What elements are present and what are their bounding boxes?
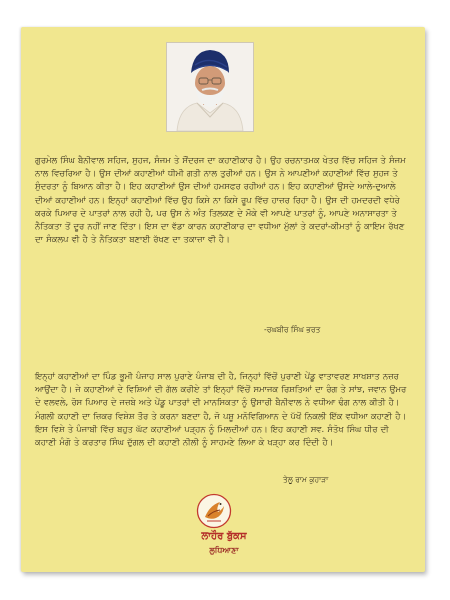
blurb-paragraph-2: ਇਨ੍ਹਾਂ ਕਹਾਣੀਆਂ ਦਾ ਪਿੰਡ ਭੂਮੀ ਪੰਜਾਹ ਸਾਲ ਪੁਰਾਣੇ ਪੰਜਾਬ ਦੀ ਹੈ, ਜਿਨ੍ਹਾਂ ਵਿੱਚੋਂ ਪੁਰਾਣੀ ਪੇਂਡੂ ਵਾਤਾਵਰਣ ਸਾਖਸ਼ਾਤ ਨਜ਼ਰ ਆਉਂਦਾ ਹੈ। ਜੇ ਕਹਾਣੀਆਂ ਦੇ ਵਿਸ਼ਿਆਂ ਦੀ ਗੱਲ ਕਰੀਏ ਤਾਂ ਇਨ੍ਹਾਂ ਵਿੱਚੋਂ ਸਮਾਜਕ ਰਿਸ਼ਤਿਆਂ ਦਾ ਰੰਗ ਤੇ ਸਾਂਝ, ਜਵਾਨ ਉਮਰ ਦੇ ਵਲਵਲੇ, ਰੋਸ ਪਿਆਰ ਦੇ ਜਜ਼ਬੇ ਅਤੇ ਪੇਂਡੂ ਪਾਤਰਾਂ ਦੀ ਮਾਨਸਿਕਤਾ ਨੂੰ ਉਸਾਰੀ ਬੈਨੀਵਾਲ ਨੇ ਵਧੀਆ ਢੰਗ ਨਾਲ ਕੀਤੀ ਹੈ। ਮੰਗਲੀ ਕਹਾਣੀ ਦਾ ਜ਼ਿਕਰ ਵਿਸ਼ੇਸ਼ ਤੌਰ ਤੇ ਕਰਨਾ ਬਣਦਾ ਹੈ, ਜੋ ਪਸ਼ੂ ਮਨੋਵਿਗਿਆਨ ਦੇ ਪੱਖੋਂ ਨਿਕਲੀ ਇੱਕ ਵਧੀਆ ਕਹਾਣੀ ਹੈ। ਇਸ ਵਿਸ਼ੇ ਤੇ ਪੰਜਾਬੀ ਵਿੱਚ ਬਹੁਤ ਘੱਟ ਕਹਾਣੀਆਂ ਪੜ੍ਹਨ ਨੂੰ ਮਿਲਦੀਆਂ ਹਨ। ਇਹ ਕਹਾਣੀ ਸਵ. ਸੰਤੋਖ ਸਿੰਘ ਧੀਰ ਦੀ ਕਹਾਣੀ ਮੰਗੋ ਤੇ ਕਰਤਾਰ ਸਿੰਘ ਦੁੱਗਲ ਦੀ ਕਹਾਣੀ ਨੀਲੀ ਨੂੰ ਸਾਹਮਣੇ ਲਿਆ ਕੇ ਖੜ੍ਹਾ ਕਰ ਦਿੰਦੀ ਹੈ। [35,371,407,448]
blurb-paragraph-1: ਗੁਰਮੇਲ ਸਿੰਘ ਬੈਨੀਵਾਲ ਸਹਿਜ, ਸੁਹਜ, ਸੰਜਮ ਤੇ ਸੌਂਦਰਜ ਦਾ ਕਹਾਣੀਕਾਰ ਹੈ। ਉਹ ਰਚਨਾਤਮਕ ਖੇਤਰ ਵਿੱਚ ਸਹਿਜ ਤੇ ਸੰਜਮ ਨਾਲ ਵਿਚਰਿਆ ਹੈ। ਉਸ ਦੀਆਂ ਕਹਾਣੀਆਂ ਧੀਮੀ ਗਤੀ ਨਾਲ ਤੁਰੀਆਂ ਹਨ। ਉਸ ਨੇ ਆਪਣੀਆਂ ਕਹਾਣੀਆਂ ਵਿੱਚ ਸੁਹਜ ਤੇ ਸੁੰਦਰਤਾ ਨੂੰ ਬਿਆਨ ਕੀਤਾ ਹੈ। ਇਹ ਕਹਾਣੀਆਂ ਉਸ ਦੀਆਂ ਹਮਸਫਰ ਰਹੀਆਂ ਹਨ। ਇਹ ਕਹਾਣੀਆਂ ਉਸਦੇ ਆਲੇ-ਦੁਆਲੇ ਦੀਆਂ ਕਹਾਣੀਆਂ ਹਨ। ਇਨ੍ਹਾਂ ਕਹਾਣੀਆਂ ਵਿੱਚ ਉਹ ਕਿਸੇ ਨਾ ਕਿਸੇ ਰੂਪ ਵਿੱਚ ਹਾਜ਼ਰ ਰਿਹਾ ਹੈ। ਉਸ ਦੀ ਹਮਦਰਦੀ ਵਧੇਰੇ ਕਰਕੇ ਪਿਆਰ ਦੇ ਪਾਤਰਾਂ ਨਾਲ ਰਹੀ ਹੈ, ਪਰ ਉਸ ਨੇ ਅੰਤ ਤਿਲਕਣ ਦੇ ਮੌਕੇ ਵੀ ਆਪਣੇ ਪਾਤਰਾਂ ਨੂੰ, ਆਪਣੇ ਅਨਾਸਾਰਤਾ ਤੇ ਨੈਤਿਕਤਾ ਤੋਂ ਦੂਰ ਨਹੀਂ ਜਾਣ ਦਿੱਤਾ। ਇਸ ਦਾ ਵੱਡਾ ਕਾਰਨ ਕਹਾਣੀਕਾਰ ਦਾ ਵਧੀਆ ਮੁੱਲਾਂ ਤੇ ਕਦਰਾਂ-ਕੀਮਤਾਂ ਨੂੰ ਕਾਇਮ ਰੱਖਣ ਦਾ ਸੰਕਲਪ ਵੀ ਹੈ ਤੇ ਨੈਤਿਕਤਾ ਬਣਾਈ ਰੱਖਣ ਦਾ ਤਕਾਜ਼ਾ ਵੀ ਹੈ। [35,155,406,245]
publisher-logo [196,493,232,529]
book-back-cover [21,27,425,572]
author-portrait-icon [167,43,253,131]
bird-emblem-icon [196,493,232,529]
publisher-name: ਲਾਹੌਰ ਬੁੱਕਸ [201,531,247,542]
blurb-author-2: ਤੇਲੂ ਰਾਮ ਕੁਹਾੜਾ [283,475,329,484]
blurb-author-1: -ਰਘਬੀਰ ਸਿੰਘ ਭਰਤ [264,325,321,334]
author-photo [166,42,254,132]
publisher-city: ਲੁਧਿਆਣਾ [209,546,239,555]
